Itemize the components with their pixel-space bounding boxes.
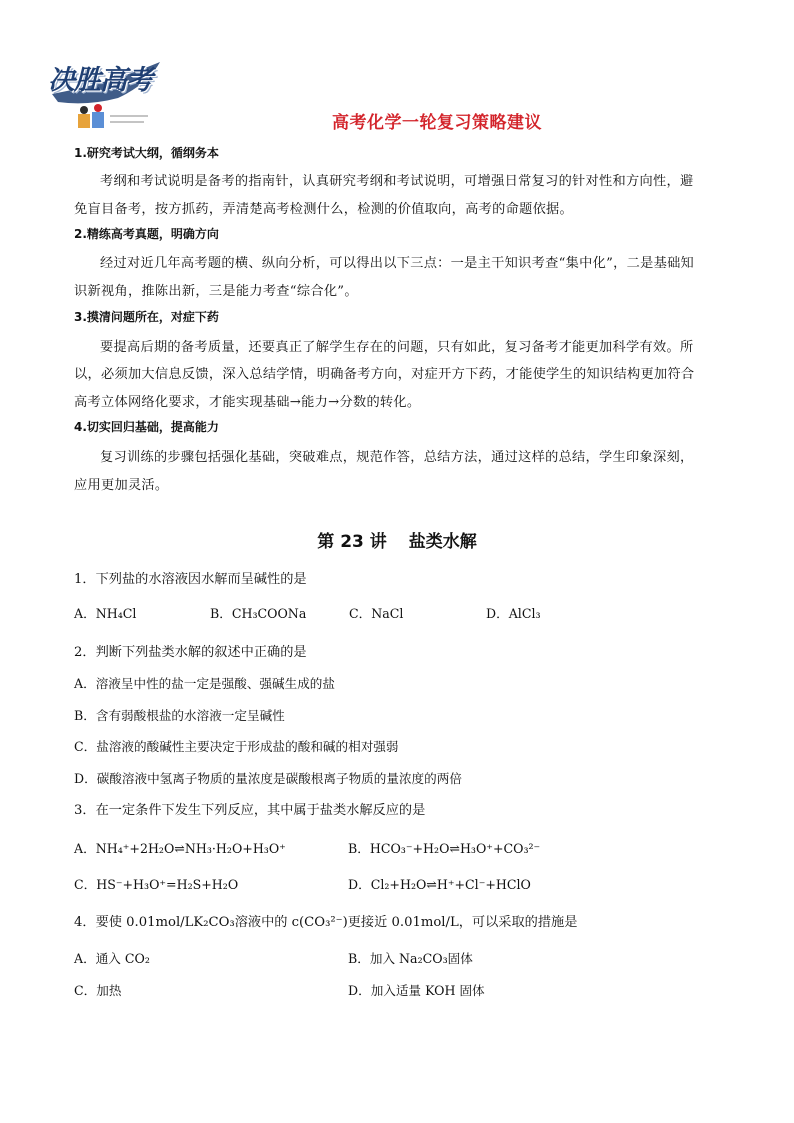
advice-3-line-1: 要提高后期的备考质量，还要真正了解学生存在的问题，只有如此，复习备考才能更加科学有效。所 bbox=[100, 340, 694, 355]
question-3-stem: 3．在一定条件下发生下列反应，其中属于盐类水解反应的是 bbox=[74, 803, 426, 818]
advice-1-line-2: 免盲目备考，按方抓药，弄清楚高考检测什么，检测的价值取向，高考的命题依据。 bbox=[74, 202, 574, 217]
advice-2-line-1: 经过对近几年高考题的横、纵向分析，可以得出以下三点：一是主干知识考查“集中化”，二是基础知 bbox=[100, 256, 695, 271]
advice-4-line-2: 应用更加灵活。 bbox=[74, 478, 169, 493]
lecture-number: 第 23 讲 bbox=[317, 532, 387, 552]
question-1-stem: 1．下列盐的水溶液因水解而呈碱性的是 bbox=[74, 572, 307, 587]
question-3-option-a: A．NH₄⁺+2H₂O⇌NH₃·H₂O+H₃O⁺ bbox=[74, 841, 286, 856]
advice-2-line-2: 识新视角，推陈出新，三是能力考查“综合化”。 bbox=[74, 284, 358, 299]
question-2-option-d: D．碳酸溶液中氢离子物质的量浓度是碳酸根离子物质的量浓度的两倍 bbox=[74, 771, 462, 786]
question-4-option-c: C．加热 bbox=[74, 983, 122, 998]
question-4-option-d: D．加入适量 KOH 固体 bbox=[348, 983, 485, 998]
question-1-option-b: B．CH₃COONa bbox=[210, 606, 307, 621]
lecture-topic: 盐类水解 bbox=[408, 532, 477, 552]
lecture-heading bbox=[0, 527, 794, 552]
question-4-stem: 4．要使 0.01mol/LK₂CO₃溶液中的 c(CO₃²⁻)更接近 0.01mol/L，可以采取的措施是 bbox=[74, 915, 578, 930]
advice-1-line-1: 考纲和考试说明是备考的指南针，认真研究考纲和考试说明，可增强日常复习的针对性和方向性，避 bbox=[100, 174, 694, 189]
logo-brand-text: 决胜高考 bbox=[48, 65, 152, 96]
advice-heading-3: 3.摸清问题所在，对症下药 bbox=[74, 310, 219, 324]
question-2-option-b: B．含有弱酸根盐的水溶液一定呈碱性 bbox=[74, 708, 285, 723]
question-3-option-c: C．HS⁻+H₃O⁺=H₂S+H₂O bbox=[74, 877, 239, 892]
question-4-option-a: A．通入 CO₂ bbox=[74, 951, 150, 966]
advice-3-line-3: 高考立体网络化要求，才能实现基础→能力→分数的转化。 bbox=[74, 395, 421, 410]
advice-heading-2: 2.精练高考真题，明确方向 bbox=[74, 227, 219, 241]
question-2-option-c: C．盐溶液的酸碱性主要决定于形成盐的酸和碱的相对强弱 bbox=[74, 739, 399, 754]
question-3-option-d: D．Cl₂+H₂O⇌H⁺+Cl⁻+HClO bbox=[348, 877, 531, 892]
question-2-stem: 2．判断下列盐类水解的叙述中正确的是 bbox=[74, 645, 307, 660]
question-1-option-c: C．NaCl bbox=[349, 606, 404, 621]
page-title: 高考化学一轮复习策略建议 bbox=[332, 113, 542, 133]
question-4-option-b: B．加入 Na₂CO₃固体 bbox=[348, 951, 473, 966]
question-1-option-a: A．NH₄Cl bbox=[74, 606, 137, 621]
advice-4-line-1: 复习训练的步骤包括强化基础，突破难点，规范作答，总结方法，通过这样的总结，学生印象深刻， bbox=[100, 450, 694, 465]
advice-heading-4: 4.切实回归基础，提高能力 bbox=[74, 420, 219, 434]
question-1-option-d: D．AlCl₃ bbox=[486, 606, 541, 621]
advice-3-line-2: 以，必须加大信息反馈，深入总结学情，明确备考方向，对症开方下药，才能使学生的知识结构更加符合 bbox=[74, 367, 695, 382]
question-2-option-a: A．溶液呈中性的盐一定是强酸、强碱生成的盐 bbox=[74, 676, 335, 691]
question-3-option-b: B．HCO₃⁻+H₂O⇌H₃O⁺+CO₃²⁻ bbox=[348, 841, 541, 856]
advice-heading-1: 1.研究考试大纲，循纲务本 bbox=[74, 146, 219, 160]
